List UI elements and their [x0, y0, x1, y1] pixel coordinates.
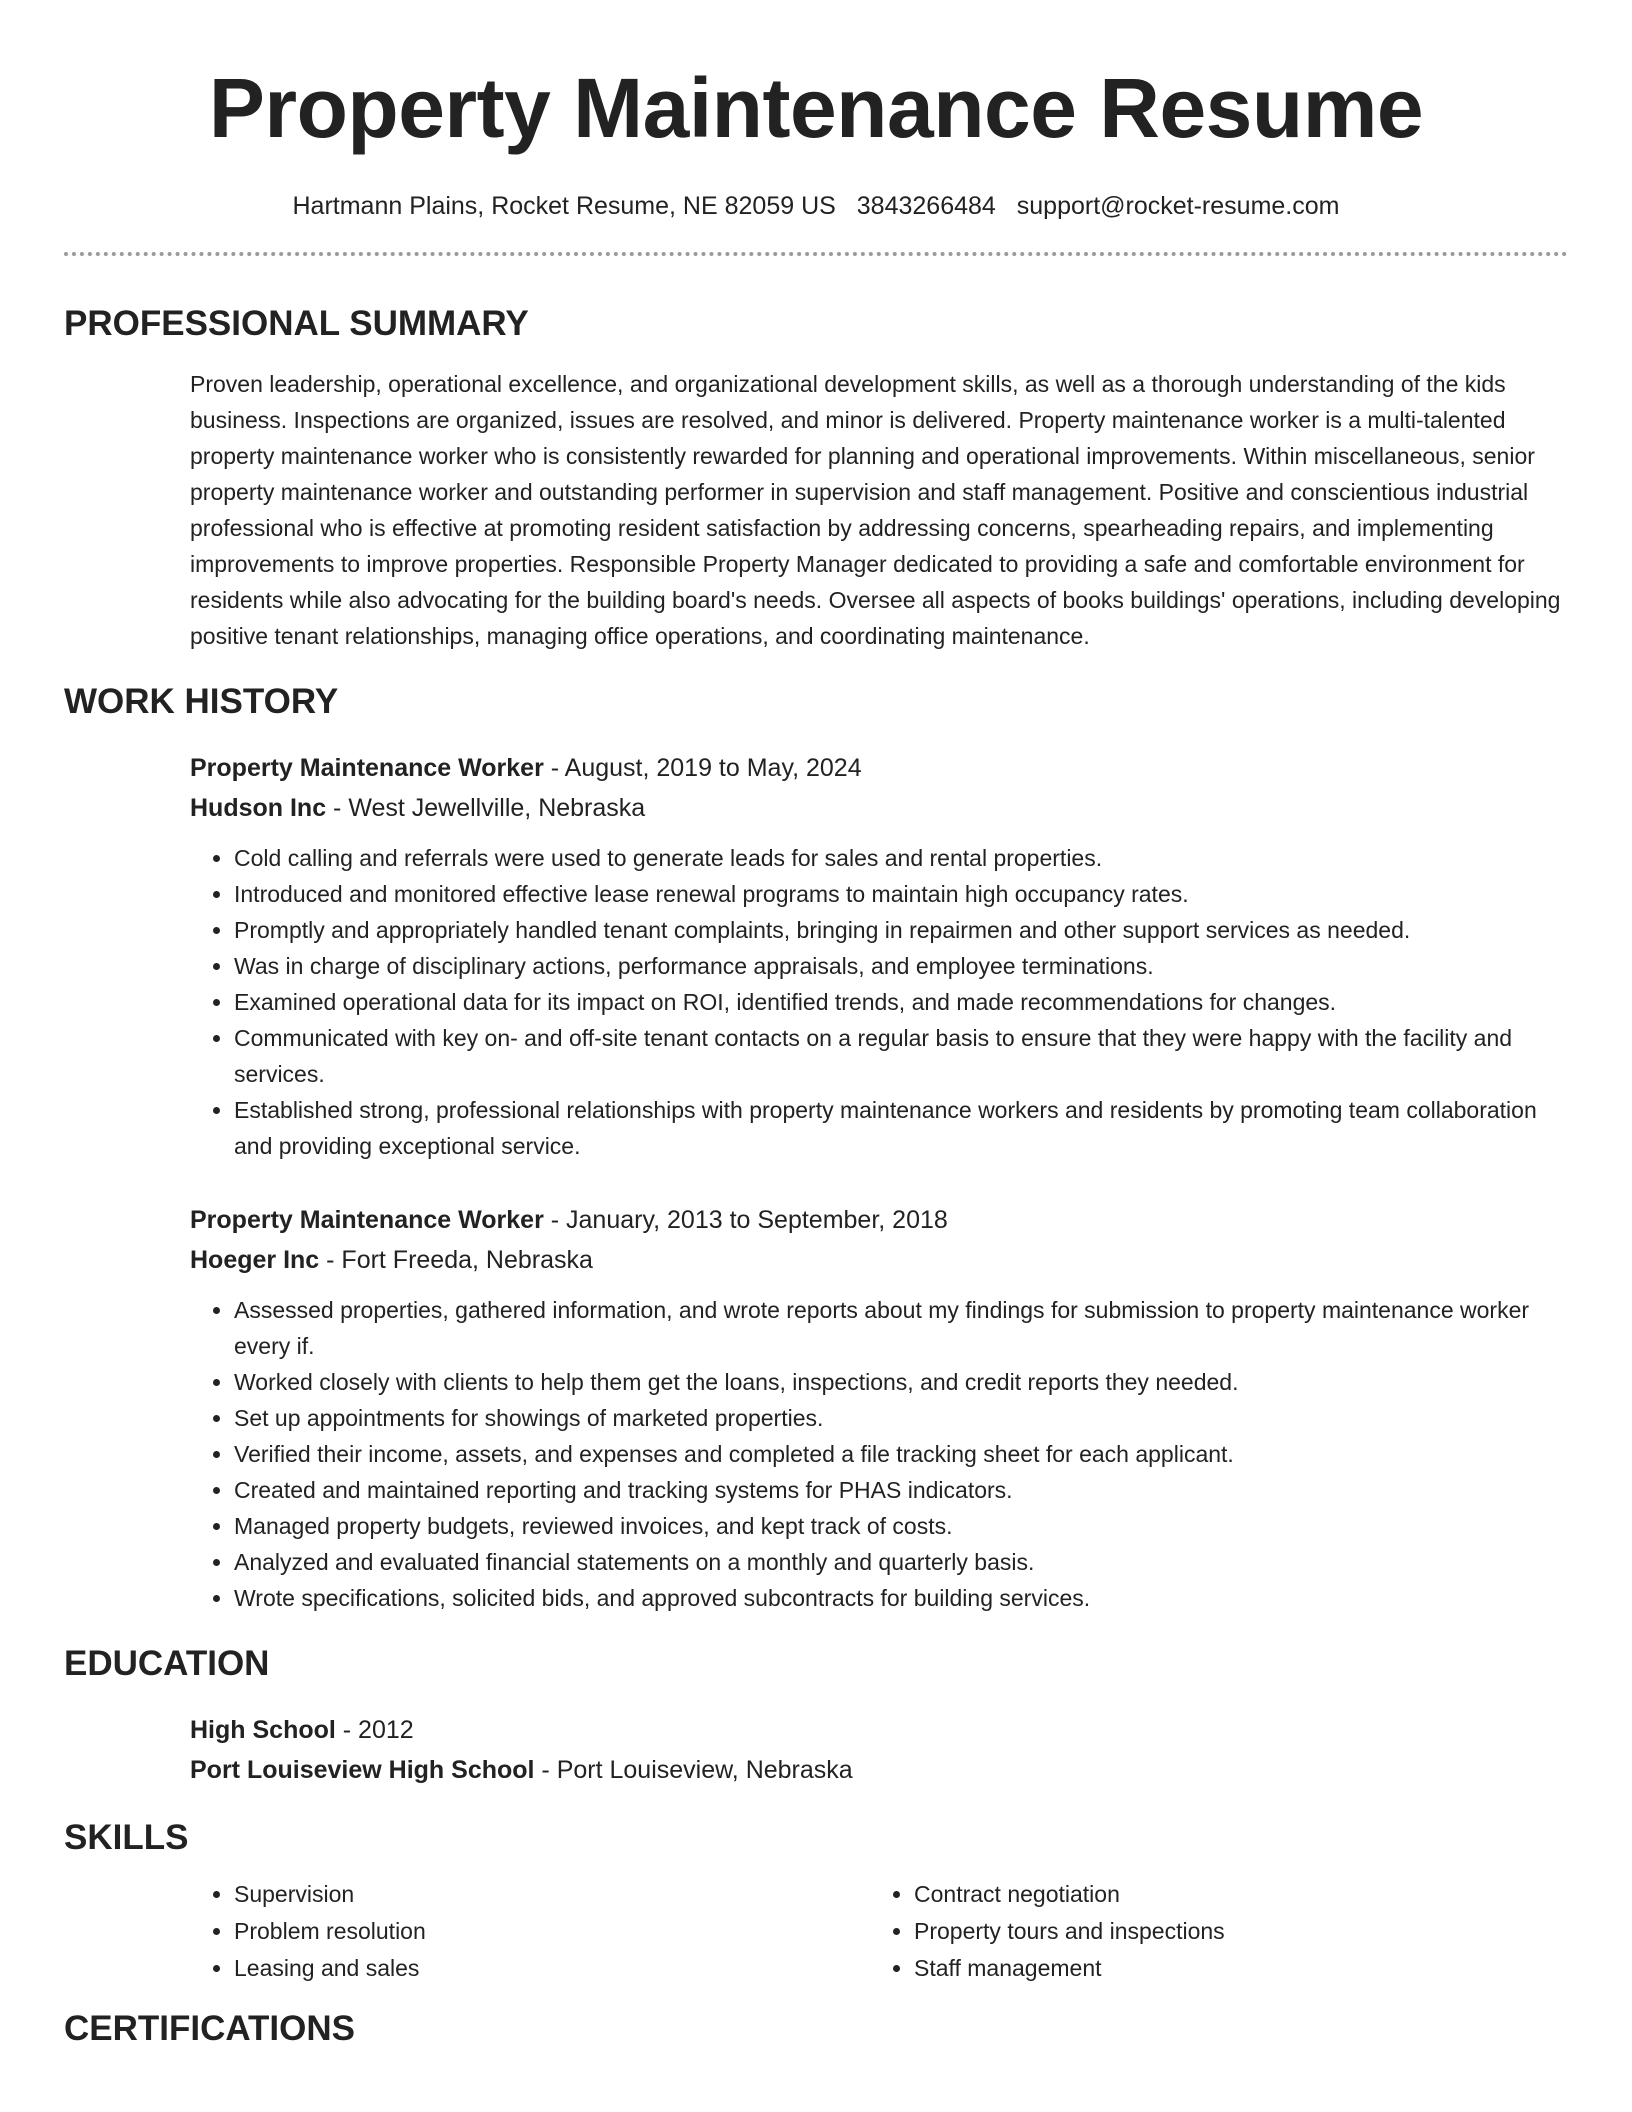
education-degree: High School	[190, 1716, 336, 1744]
job-entry	[190, 1200, 1568, 1616]
skill-item: • Leasing and sales	[234, 1950, 870, 1987]
skills-column-left	[190, 1876, 870, 1987]
job-bullets	[190, 840, 1568, 1164]
skills-grid	[190, 1876, 1568, 1987]
job-company-line	[190, 788, 1568, 828]
skill-item: • Problem resolution	[234, 1913, 870, 1950]
education-school: Port Louiseview High School	[190, 1756, 535, 1784]
summary-heading: PROFESSIONAL SUMMARY	[64, 304, 529, 343]
work-history-heading: WORK HISTORY	[64, 682, 339, 721]
summary-section	[64, 302, 1568, 654]
job-dates: - January, 2013 to September, 2018	[543, 1206, 948, 1234]
education-degree-line	[190, 1710, 1568, 1750]
job-bullet: • Analyzed and evaluated financial statements on a monthly and quarterly basis.	[234, 1544, 1568, 1580]
job-bullet: • Examined operational data for its impact on ROI, identified trends, and made recommendations for changes.	[234, 984, 1568, 1020]
skill-item: • Property tours and inspections	[914, 1913, 1550, 1950]
skills-column-right	[870, 1876, 1550, 1987]
job-role-line	[190, 748, 1568, 788]
skill-item: • Supervision	[234, 1876, 870, 1913]
job-bullet: • Introduced and monitored effective lease renewal programs to maintain high occupancy rates.	[234, 876, 1568, 912]
education-location: - Port Louiseview, Nebraska	[534, 1756, 853, 1784]
contact-phone: 3843266484	[856, 192, 996, 220]
education-heading: EDUCATION	[64, 1644, 270, 1683]
education-school-line	[190, 1750, 1568, 1790]
summary-text: Proven leadership, operational excellence, and organizational development skills, as well as a thorough understanding of the kids business. Inspections are organized, issues are resolved, and minor is delivered. Property maintenance worker is a multi-talented property maintenance worker who is consistently rewarded for planning and operational improvements. Within miscellaneous, senior property maintenance worker and outstanding performer in supervision and staff management. Positive and conscientious industrial professional who is effective at promoting resident satisfaction by addressing concerns, spearheading repairs, and implementing improvements to improve properties. Responsible Property Manager dedicated to providing a safe and comfortable environment for residents while also advocating for the building board's needs. Oversee all aspects of books buildings' operations, including developing positive tenant relationships, managing office operations, and coordinating maintenance.	[190, 371, 1561, 649]
certifications-heading: CERTIFICATIONS	[64, 2009, 356, 2048]
resume-title: Property Maintenance Resume	[208, 61, 1424, 155]
job-bullet: • Set up appointments for showings of marketed properties.	[234, 1400, 1568, 1436]
certifications-section	[64, 2007, 1568, 2051]
job-entry	[190, 748, 1568, 1164]
contact-line	[64, 190, 1568, 222]
skills-heading: SKILLS	[64, 1818, 189, 1857]
job-company: Hoeger Inc	[190, 1246, 320, 1274]
contact-email[interactable]: support@rocket-resume.com	[1016, 192, 1340, 220]
job-bullet: • Wrote specifications, solicited bids, and approved subcontracts for building services.	[234, 1580, 1568, 1616]
job-role: Property Maintenance Worker	[190, 1206, 544, 1234]
skill-item: • Staff management	[914, 1950, 1550, 1987]
job-location: - West Jewellville, Nebraska	[326, 794, 646, 822]
job-bullet: • Worked closely with clients to help them get the loans, inspections, and credit reports they needed.	[234, 1364, 1568, 1400]
job-bullet: • Was in charge of disciplinary actions, performance appraisals, and employee terminations.	[234, 948, 1568, 984]
job-bullet: • Created and maintained reporting and tracking systems for PHAS indicators.	[234, 1472, 1568, 1508]
work-history-section	[64, 680, 1568, 1616]
job-bullets	[190, 1292, 1568, 1616]
job-location: - Fort Freeda, Nebraska	[319, 1246, 593, 1274]
header-divider	[64, 252, 1568, 256]
job-bullet: • Cold calling and referrals were used to generate leads for sales and rental properties.	[234, 840, 1568, 876]
job-role: Property Maintenance Worker	[190, 754, 544, 782]
job-bullet: • Managed property budgets, reviewed invoices, and kept track of costs.	[234, 1508, 1568, 1544]
skill-item: • Contract negotiation	[914, 1876, 1550, 1913]
job-role-line	[190, 1200, 1568, 1240]
job-company-line	[190, 1240, 1568, 1280]
job-bullet: • Assessed properties, gathered information, and wrote reports about my findings for submission to property maintenance worker every if.	[234, 1292, 1568, 1364]
skills-section	[64, 1816, 1568, 1987]
education-entry	[190, 1710, 1568, 1790]
job-bullet: • Established strong, professional relationships with property maintenance workers and residents by promoting team collaboration and providing exceptional service.	[234, 1092, 1568, 1164]
job-bullet: • Communicated with key on- and off-site tenant contacts on a regular basis to ensure that they were happy with the facility and services.	[234, 1020, 1568, 1092]
education-section	[64, 1642, 1568, 1790]
job-company: Hudson Inc	[190, 794, 327, 822]
contact-address: Hartmann Plains, Rocket Resume, NE 82059 US	[292, 192, 836, 220]
job-bullet: • Verified their income, assets, and expenses and completed a file tracking sheet for each applicant.	[234, 1436, 1568, 1472]
job-bullet: • Promptly and appropriately handled tenant complaints, bringing in repairmen and other support services as needed.	[234, 912, 1568, 948]
job-dates: - August, 2019 to May, 2024	[543, 754, 862, 782]
education-year: - 2012	[335, 1716, 414, 1744]
